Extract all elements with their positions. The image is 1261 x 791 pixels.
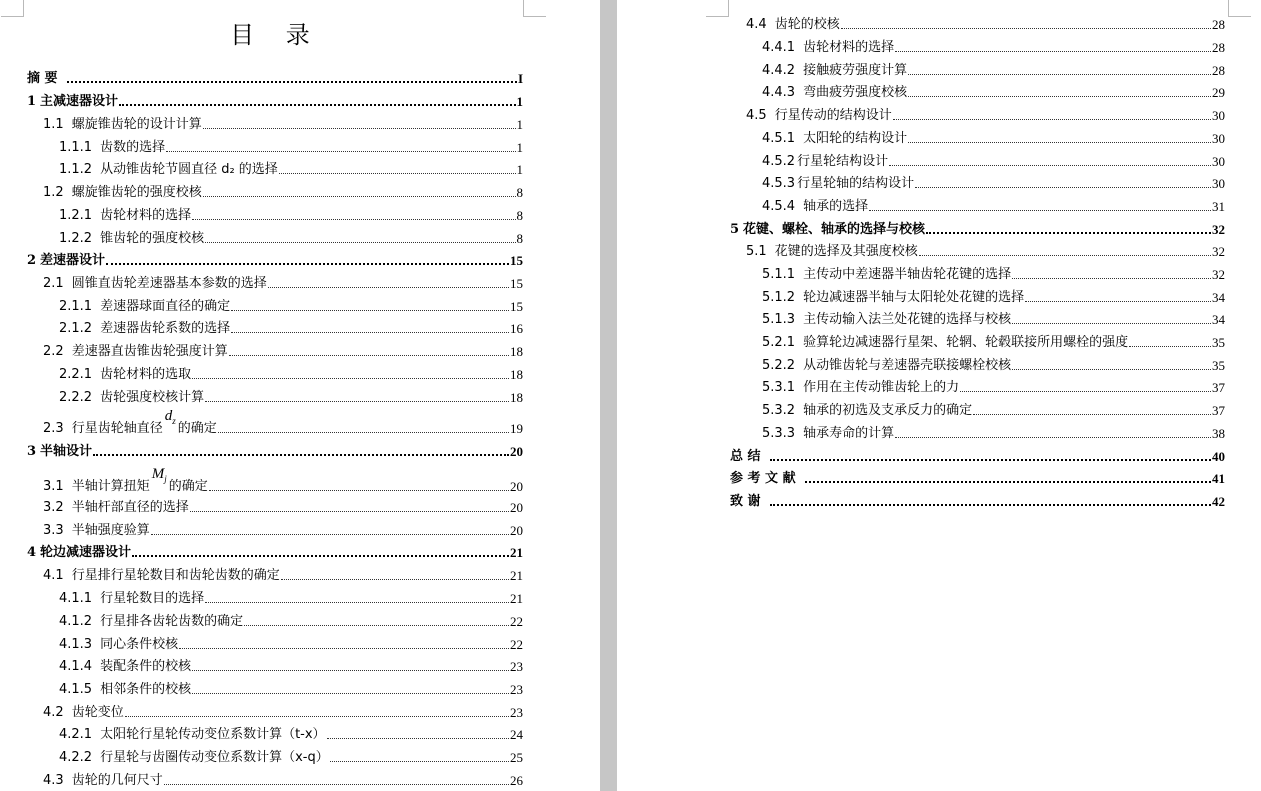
toc-entry-number: 1.1.2 [59,162,93,177]
toc-entry-page-number: 21 [510,591,523,606]
toc-entry-number: 4.5.4 [762,199,796,214]
toc-entry[interactable] [43,116,523,132]
toc-entry-title: 接触疲劳强度计算 [803,63,908,78]
toc-leader-dots [166,150,515,152]
toc-entry[interactable] [762,84,1225,100]
toc-entry-page-number: 22 [510,614,523,629]
toc-entry-page-number: 15 [510,276,523,291]
toc-entry-page-number: 25 [510,750,523,765]
toc-entry-number: 1.2 [43,185,64,200]
toc-entry-title: 同心条件校核 [100,637,179,652]
toc-entry-number: 1.1 [43,117,64,132]
toc-entry-page-number: 1 [516,162,523,177]
toc-entry-page-number: 35 [1212,335,1225,350]
toc-leader-dots [190,510,509,512]
page-left [0,0,600,791]
toc-entry-page-number: 30 [1212,108,1225,123]
toc-leader-dots [229,354,509,356]
toc-entry-title: 齿轮强度校核计算 [100,390,205,405]
toc-entry-title: 行星轮轴的结构设计 [797,176,915,191]
toc-entry-number: 2.3 [43,421,64,436]
toc-leader-dots [93,453,509,456]
toc-entry-title: 半轴设计 [40,444,93,459]
toc-entry-page-number: 23 [510,659,523,674]
toc-entry-title: 行星传动的结构设计 [774,108,892,123]
toc-entry-page-number: 30 [1212,154,1225,169]
toc-leader-dots [179,647,509,649]
toc-entry-title: 半轴杆部直径的选择 [71,500,189,515]
toc-entry-title: 太阳轮行星轮传动变位系数计算（t-x） [100,727,326,742]
toc-entry-number: 4.1.5 [59,682,93,697]
toc-entry-number: 4.1.3 [59,637,93,652]
toc-entry[interactable] [746,16,1225,32]
toc-entry[interactable] [762,266,1225,282]
toc-entry-title: 验算轮边减速器行星架、轮辋、轮毂联接所用螺栓的强度 [803,335,1129,350]
toc-entry-page-number: 23 [510,705,523,720]
toc-entry-title: 螺旋锥齿轮的设计计算 [71,117,202,132]
toc-leader-dots [895,436,1211,438]
toc-entry-number: 4.2 [43,705,64,720]
toc-leader-dots [192,692,509,694]
toc-entry-page-number: 22 [510,637,523,652]
page-gutter [600,0,617,791]
toc-entry-number: 4.1.4 [59,659,93,674]
toc-entry-number: 5 [730,222,740,237]
toc-entry-page-number: 42 [1212,494,1225,509]
toc-leader-dots [279,172,516,174]
toc-entry-title: 行星轮数目的选择 [100,591,205,606]
toc-entry-number: 4.1.1 [59,591,93,606]
toc-entry[interactable] [730,221,1225,237]
toc-entry[interactable] [762,379,1225,395]
toc-entry-number: 5.3.1 [762,380,796,395]
toc-entry-number: 2.1.2 [59,321,93,336]
toc-entry-number: 致 谢 [730,494,761,509]
toc-entry-page-number: 37 [1212,380,1225,395]
toc-entry-page-number: 28 [1212,63,1225,78]
toc-entry-page-number: 34 [1212,312,1225,327]
toc-leader-dots [960,390,1211,392]
toc-entry-page-number: I [517,71,523,86]
toc-leader-dots [268,286,509,288]
toc-entry[interactable] [43,184,523,200]
toc-entry-page-number: 15 [510,299,523,314]
toc-entry[interactable] [59,207,523,223]
toc-entry-number: 4.4 [746,17,767,32]
toc-leader-dots [205,601,509,603]
toc-entry-number: 4.2.1 [59,727,93,742]
toc-entry[interactable] [59,726,523,742]
toc-entry[interactable] [59,139,523,155]
toc-entry-number: 5.1 [746,244,767,259]
toc-entry-number: 4.3 [43,773,64,788]
toc-leader-dots [327,737,509,739]
toc-entry-title: 差速器直齿锥齿轮强度计算 [71,344,228,359]
toc-entry[interactable] [59,230,523,246]
toc-entry[interactable] [27,252,523,268]
toc-leader-dots [915,186,1211,188]
toc-entry-page-number: 32 [1212,222,1225,237]
toc-entry[interactable] [59,366,523,382]
toc-entry-page-number: 20 [510,479,523,494]
toc-entry[interactable] [27,70,523,86]
toc-entry[interactable] [43,499,523,515]
toc-entry-title: 从动锥齿轮节圆直径 d₂ 的选择 [100,162,278,177]
toc-entry-page-number: 18 [510,390,523,405]
toc-entry[interactable] [746,107,1225,123]
toc-entry-title: 行星排行星轮数目和齿轮齿数的确定 [71,568,280,583]
toc-leader-dots [119,103,515,106]
toc-leader-dots [893,118,1211,120]
toc-entry-page-number: 8 [516,185,523,200]
toc-leader-dots [1025,300,1211,302]
toc-entry-number: 2.1 [43,276,64,291]
toc-leader-dots [203,195,516,197]
toc-leader-dots [231,309,509,311]
toc-entry-title: 行星轮结构设计 [797,154,889,169]
toc-entry-page-number: 19 [510,421,523,436]
toc-entry-number: 5.1.1 [762,267,796,282]
toc-entry-title: 齿轮材料的选取 [100,367,192,382]
toc-leader-dots [164,783,509,785]
toc-entry-page-number: 18 [510,367,523,382]
toc-entry-page-number: 15 [510,253,523,268]
toc-entry-title: 轴承的初选及支承反力的确定 [803,403,973,418]
toc-entry-page-number: 16 [510,321,523,336]
toc-leader-dots [869,209,1211,211]
toc-entry[interactable] [59,636,523,652]
toc-entry[interactable] [43,408,523,436]
toc-leader-dots [205,400,509,402]
toc-entry-number: 4.5.2 [762,154,796,169]
toc-entry-page-number: 18 [510,344,523,359]
toc-entry-title: 轮边减速器设计 [40,545,132,560]
toc-leader-dots [926,231,1211,234]
toc-entry-number: 4.2.2 [59,750,93,765]
toc-entry-number: 2 [27,253,37,268]
toc-entry[interactable] [762,153,1225,169]
toc-entry-title: 齿轮的几何尺寸 [71,773,163,788]
toc-leader-dots [209,489,509,491]
toc-entry-page-number: 20 [510,444,523,459]
toc-leader-dots [908,95,1211,97]
toc-entry-title: 行星排各齿轮齿数的确定 [100,614,244,629]
toc-entry[interactable] [762,357,1225,373]
toc-leader-dots [919,254,1211,256]
toc-entry-page-number: 8 [516,208,523,223]
toc-entry-title: 圆锥直齿轮差速器基本参数的选择 [71,276,267,291]
toc-entry-number: 3.3 [43,523,64,538]
toc-entry-page-number: 32 [1212,267,1225,282]
toc-entry-title: 主传动中差速器半轴齿轮花键的选择 [803,267,1012,282]
toc-entry[interactable] [59,389,523,405]
toc-entry-page-number: 30 [1212,176,1225,191]
toc-entry-page-number: 26 [510,773,523,788]
toc-entry-number: 2.1.1 [59,299,93,314]
toc-entry-number: 5.2.1 [762,335,796,350]
toc-leader-dots [973,413,1211,415]
toc-entry-title: 锥齿轮的强度校核 [100,231,205,246]
toc-entry-page-number: 29 [1212,85,1225,100]
toc-entry[interactable] [746,243,1225,259]
toc-entry-title: 螺旋锥齿轮的强度校核 [71,185,202,200]
toc-entry-number: 5.3.3 [762,426,796,441]
toc-entry[interactable] [43,343,523,359]
toc-entry-page-number: 30 [1212,131,1225,146]
toc-entry[interactable] [59,613,523,629]
toc-entry-title: 差速器设计 [40,253,106,268]
toc-entry-page-number: 28 [1212,40,1225,55]
toc-entry-number: 4.5 [746,108,767,123]
toc-leader-dots [132,554,509,557]
toc-entry[interactable] [27,93,523,109]
toc-entry[interactable] [59,320,523,336]
toc-entry-math-symbol: $d_z$ [164,408,176,426]
toc-entry-page-number: 28 [1212,17,1225,32]
toc-entry[interactable] [762,39,1225,55]
toc-entry-title: 装配条件的校核 [100,659,192,674]
toc-entry[interactable] [762,198,1225,214]
toc-leader-dots [203,127,516,129]
toc-leader-dots [889,164,1211,166]
toc-entry[interactable] [762,425,1225,441]
toc-leader-dots [908,73,1211,75]
toc-leader-dots [106,262,509,265]
toc-entry-number: 参 考 文 献 [730,471,796,486]
toc-entry[interactable] [730,448,1225,464]
toc-entry-page-number: 1 [516,94,523,109]
toc-entry[interactable] [762,289,1225,305]
toc-entry-title: 行星轮与齿圈传动变位系数计算（x-q） [100,750,329,765]
toc-entry-number: 4 [27,545,37,560]
toc-leader-dots [218,431,509,433]
toc-entry[interactable] [59,590,523,606]
toc-entry[interactable] [59,161,523,177]
toc-entry[interactable] [43,567,523,583]
toc-entry-number: 4.5.1 [762,131,796,146]
toc-entry-page-number: 35 [1212,358,1225,373]
toc-entry-page-number: 24 [510,727,523,742]
toc-entry-title: 轴承的选择 [803,199,869,214]
toc-entry[interactable] [59,749,523,765]
toc-leader-dots [192,218,515,220]
toc-entry-title: 齿轮变位 [71,705,124,720]
toc-entry-page-number: 21 [510,545,523,560]
toc-leader-dots [770,503,1211,506]
toc-entry-number: 5.1.2 [762,290,796,305]
toc-entry-number: 4.4.3 [762,85,796,100]
toc-entry-page-number: 1 [516,117,523,132]
toc-entry-number: 摘 要 [27,71,58,86]
toc-entry[interactable] [762,402,1225,418]
toc-leader-dots [192,669,509,671]
toc-entry-page-number: 41 [1212,471,1225,486]
toc-entry-title: 半轴计算扭矩 [71,479,150,494]
toc-entry[interactable] [43,522,523,538]
toc-entry-page-number: 23 [510,682,523,697]
toc-leader-dots [125,715,509,717]
toc-entry-number: 1.1.1 [59,140,93,155]
toc-entry-number: 2.2 [43,344,64,359]
toc-entry-title: 轴承寿命的计算 [803,426,895,441]
toc-entry-number: 4.5.3 [762,176,796,191]
toc-leader-dots [1012,277,1211,279]
toc-leader-dots [330,760,509,762]
toc-entry[interactable] [762,334,1225,350]
toc-entry-title: 齿轮材料的选择 [803,40,895,55]
toc-entry-page-number: 34 [1212,290,1225,305]
toc-entry-title: 从动锥齿轮与差速器壳联接螺栓校核 [803,358,1012,373]
toc-entry-page-number: 20 [510,500,523,515]
toc-entry-math-symbol: $M_j$ [151,466,167,484]
toc-leader-dots [1012,322,1211,324]
toc-entry-page-number: 21 [510,568,523,583]
toc-leader-dots [244,624,509,626]
toc-entry-title: 差速器球面直径的确定 [100,299,231,314]
toc-leader-dots [805,480,1211,483]
toc-entry-page-number: 20 [510,523,523,538]
toc-leader-dots [192,377,509,379]
toc-entry[interactable] [730,493,1225,509]
toc-entry-title: 齿轮材料的选择 [100,208,192,223]
toc-leader-dots [231,331,509,333]
toc-entry[interactable] [27,544,523,560]
toc-entry-page-number: 32 [1212,244,1225,259]
toc-entry-number: 5.1.3 [762,312,796,327]
toc-entry-title: 主传动输入法兰处花键的选择与校核 [803,312,1012,327]
page-corner-mark [706,0,729,17]
toc-entry-title-suffix: 的确定 [168,479,208,494]
toc-entry[interactable] [43,704,523,720]
toc-entry-page-number: 37 [1212,403,1225,418]
toc-entry-title: 轮边减速器半轴与太阳轮处花键的选择 [803,290,1025,305]
toc-entry[interactable] [762,311,1225,327]
toc-entry-title: 作用在主传动锥齿轮上的力 [803,380,960,395]
toc-leader-dots [1129,345,1211,347]
toc-entry-title: 齿数的选择 [100,140,166,155]
toc-entry-title-suffix: 的确定 [177,421,217,436]
toc-entry-page-number: 1 [516,140,523,155]
toc-leader-dots [151,533,509,535]
toc-entry-number: 1.2.1 [59,208,93,223]
toc-entry-title: 相邻条件的校核 [100,682,192,697]
toc-entry[interactable] [730,470,1225,486]
toc-entry[interactable] [59,298,523,314]
toc-entry-number: 4.4.1 [762,40,796,55]
toc-entry[interactable] [59,681,523,697]
toc-title: 目 录 [230,21,322,49]
toc-entry-number: 5.2.2 [762,358,796,373]
toc-entry-title: 弯曲疲劳强度校核 [803,85,908,100]
toc-entry-page-number: 31 [1212,199,1225,214]
toc-leader-dots [770,458,1211,461]
toc-entry-number: 1 [27,94,37,109]
toc-entry-number: 2.2.1 [59,367,93,382]
toc-entry-number: 总 结 [730,449,761,464]
toc-entry[interactable] [43,466,523,494]
toc-leader-dots [908,141,1211,143]
page-corner-mark [1228,0,1251,17]
toc-entry-number: 4.4.2 [762,63,796,78]
page-right [617,0,1261,791]
toc-entry[interactable] [762,62,1225,78]
toc-entry[interactable] [27,443,523,459]
toc-entry-title: 半轴强度验算 [71,523,150,538]
toc-entry-number: 4.1 [43,568,64,583]
toc-entry-number: 3.2 [43,500,64,515]
toc-leader-dots [205,241,515,243]
toc-entry-number: 1.2.2 [59,231,93,246]
toc-leader-dots [67,80,517,83]
toc-entry-number: 3 [27,444,37,459]
toc-entry-title: 差速器齿轮系数的选择 [100,321,231,336]
toc-leader-dots [841,27,1211,29]
toc-entry[interactable] [59,658,523,674]
toc-entry-title: 主减速器设计 [40,94,119,109]
toc-entry-page-number: 8 [516,231,523,246]
toc-leader-dots [281,578,509,580]
toc-entry-number: 3.1 [43,479,64,494]
toc-entry[interactable] [43,275,523,291]
toc-entry-page-number: 38 [1212,426,1225,441]
toc-entry-title: 花键、螺栓、轴承的选择与校核 [743,222,926,237]
toc-entry-title: 太阳轮的结构设计 [803,131,908,146]
toc-leader-dots [1012,368,1211,370]
toc-entry-title: 花键的选择及其强度校核 [774,244,918,259]
toc-entry-number: 5.3.2 [762,403,796,418]
toc-entry-number: 4.1.2 [59,614,93,629]
toc-entry-number: 2.2.2 [59,390,93,405]
toc-entry[interactable] [762,130,1225,146]
toc-entry[interactable] [762,175,1225,191]
toc-entry-page-number: 40 [1212,449,1225,464]
toc-entry-title: 齿轮的校核 [774,17,840,32]
toc-entry[interactable] [43,772,523,788]
toc-entry-title: 行星齿轮轴直径 [71,421,163,436]
toc-leader-dots [895,50,1211,52]
